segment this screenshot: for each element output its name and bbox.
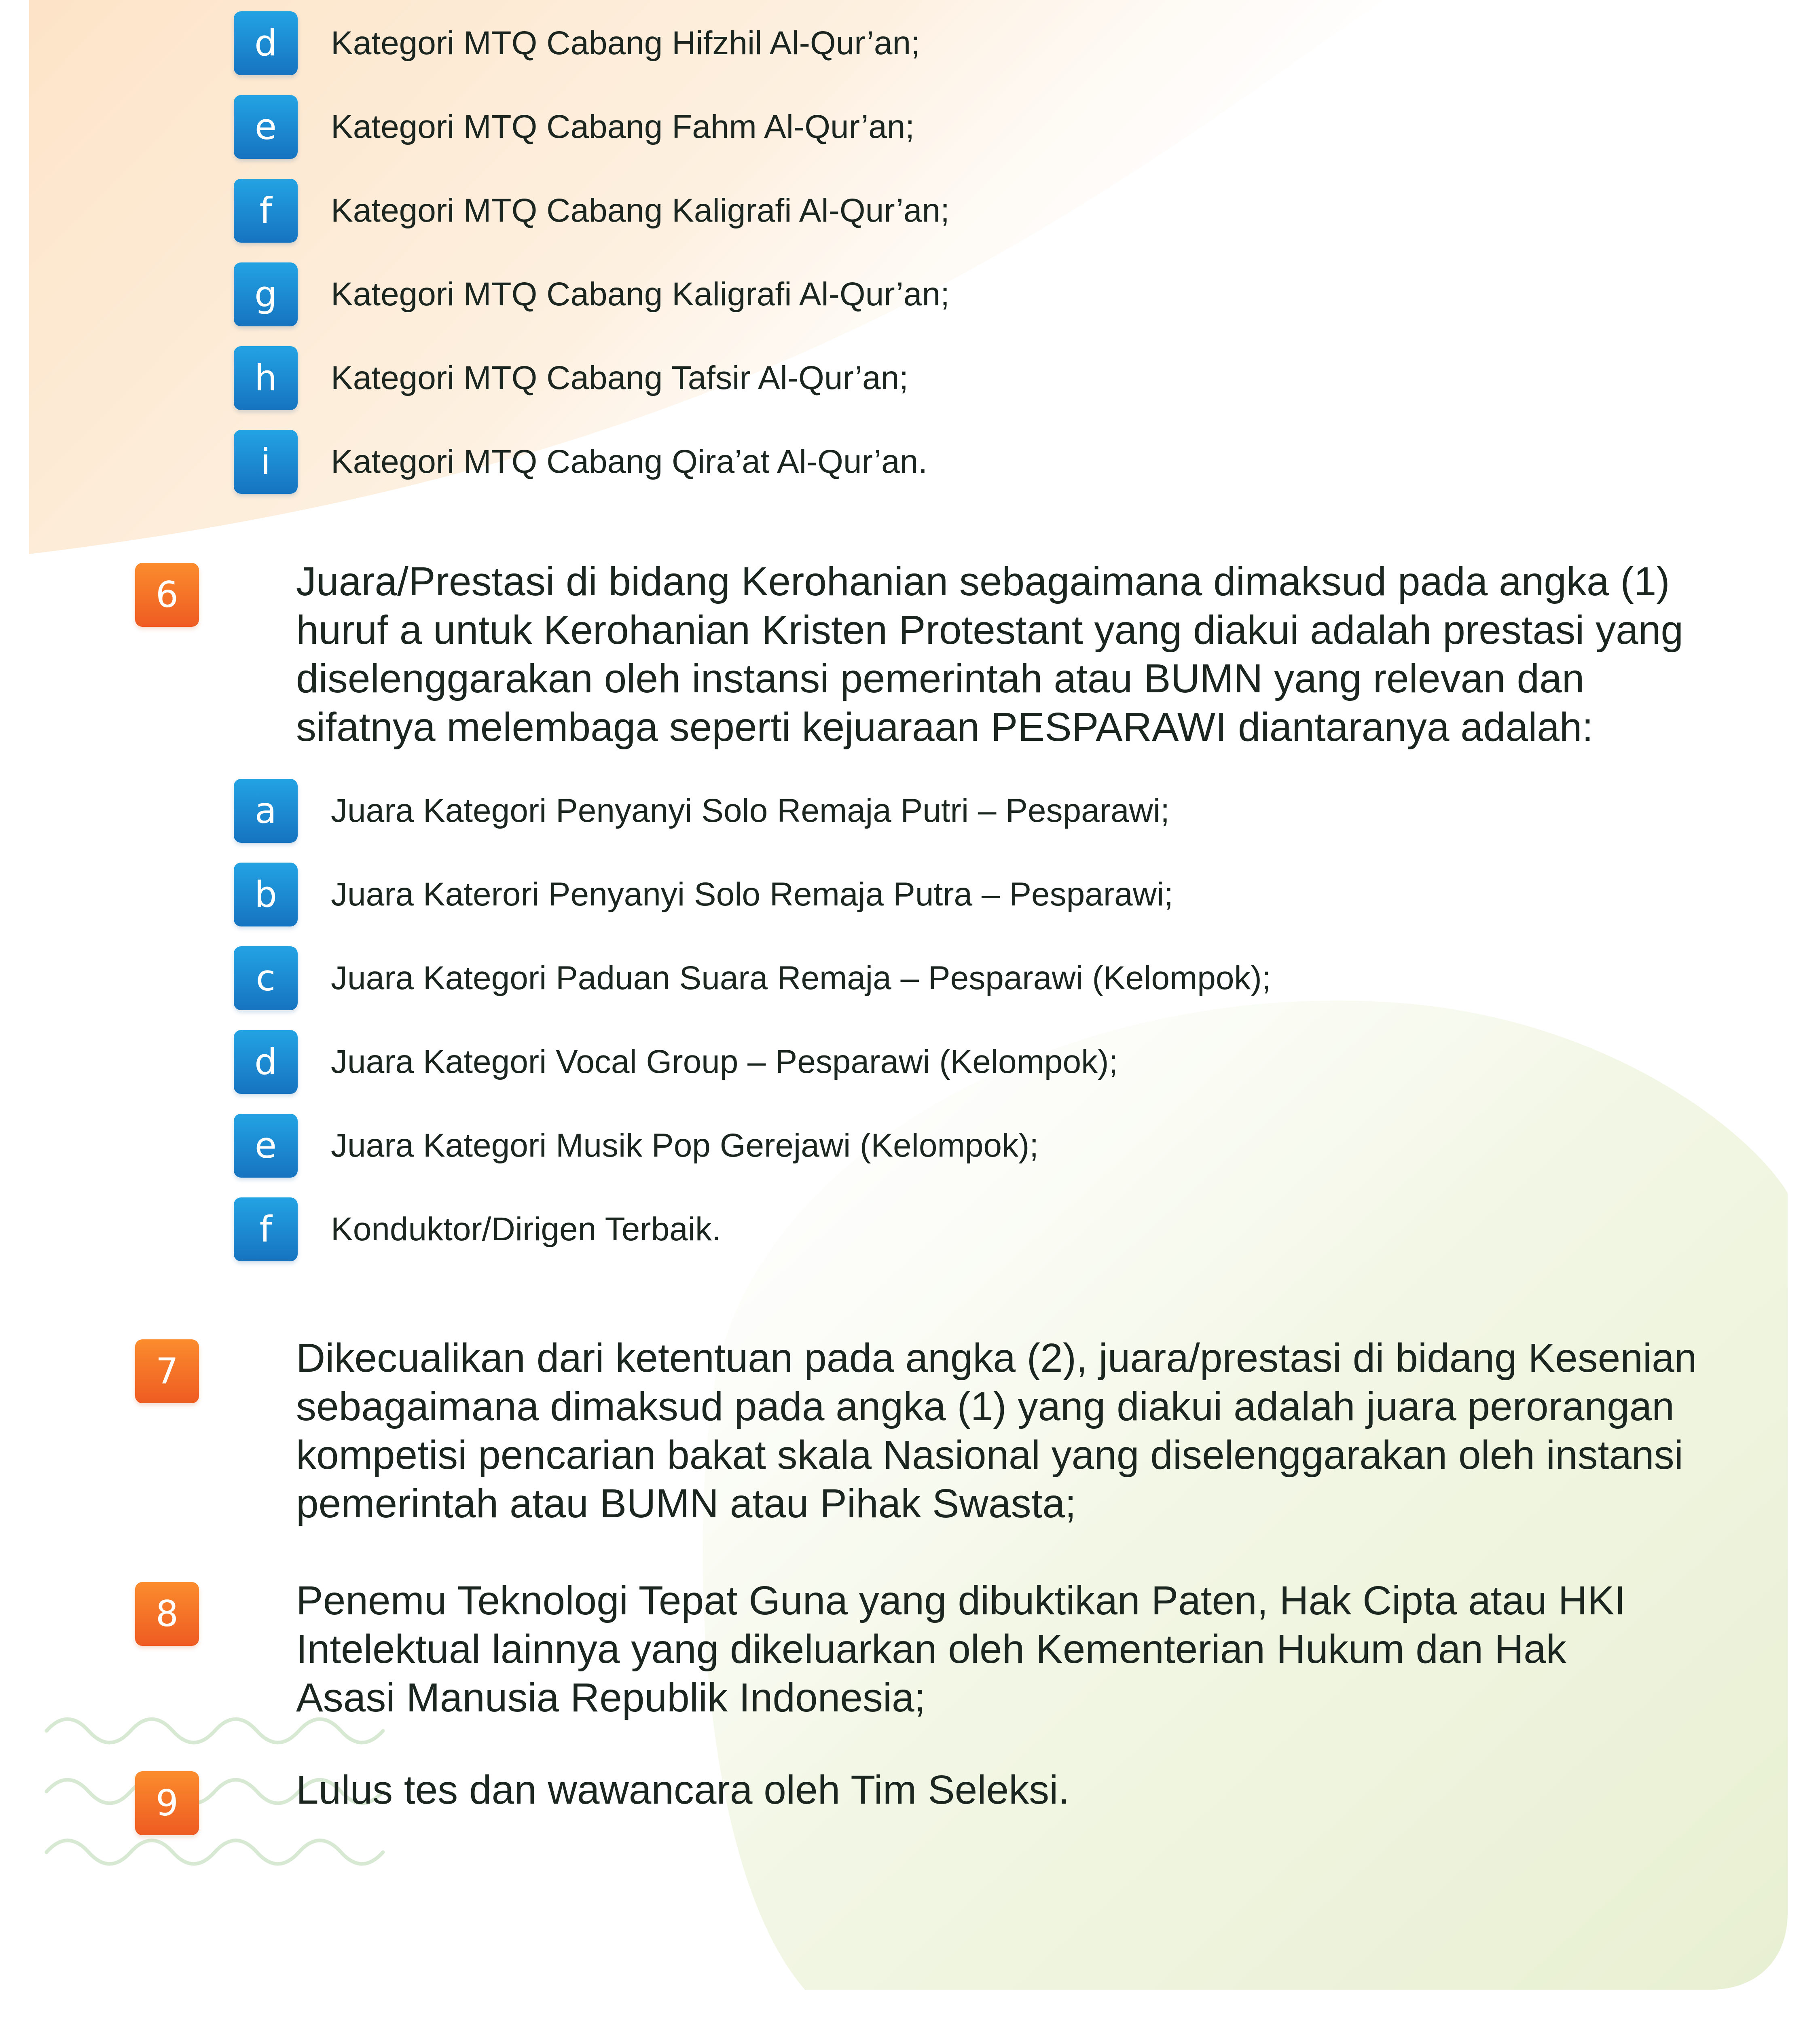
list-item <box>234 11 920 76</box>
list-item-text: Juara Kategori Paduan Suara Remaja – Pesparawi (Kelompok); <box>331 960 1271 996</box>
list-item-text: Konduktor/Dirigen Terbaik. <box>331 1211 721 1248</box>
list-item <box>234 862 1173 927</box>
list-item <box>234 1113 1039 1178</box>
list-item <box>234 429 927 494</box>
list-item-text: Juara Katerori Penyanyi Solo Remaja Putra – Pesparawi; <box>331 876 1173 913</box>
list-item-text: Kategori MTQ Cabang Kaligrafi Al-Qur’an; <box>331 276 950 313</box>
number-badge: 9 <box>135 1771 199 1835</box>
list-item <box>234 1197 721 1262</box>
numbered-item-text: Dikecualikan dari ketentuan pada angka (2), juara/prestasi di bidang Kesenian sebagaimana dimaksud pada angka (1) yang diakui adalah juara perorangan kompetisi pencarian bakat skala Nasional yang diselenggarakan oleh instansi pemerintah atau BUMN atau Pihak Swasta; <box>296 1335 1697 1526</box>
letter-badge: f <box>234 1197 298 1261</box>
letter-badge: d <box>234 1030 298 1094</box>
list-item <box>234 946 1271 1011</box>
list-item <box>234 95 914 159</box>
list-item <box>234 178 950 243</box>
numbered-item-9 <box>135 1767 1792 1835</box>
letter-badge: f <box>234 179 298 243</box>
number-badge: 7 <box>135 1339 199 1403</box>
letter-badge: i <box>234 430 298 494</box>
numbered-item-6 <box>135 559 1792 751</box>
numbered-item-text: Penemu Teknologi Tepat Guna yang dibuktikan Paten, Hak Cipta atau HKI Intelektual lainnya yang dikeluarkan oleh Kementerian Hukum dan Hak Asasi Manusia Republik Indonesia; <box>296 1578 1626 1720</box>
list-item <box>234 778 1170 843</box>
numbered-item-text: Juara/Prestasi di bidang Kerohanian sebagaimana dimaksud pada angka (1) huruf a untuk Kerohanian Kristen Protestant yang diakui adalah prestasi yang diselenggarakan oleh instansi pemerintah atau BUMN yang relevan dan sifatnya melembaga seperti kejuaraan PESPARAWI diantaranya adalah: <box>296 559 1683 750</box>
letter-badge: e <box>234 95 298 159</box>
letter-badge: b <box>234 863 298 926</box>
list-item-text: Kategori MTQ Cabang Qira’at Al-Qur’an. <box>331 443 928 480</box>
list-item-text: Juara Kategori Musik Pop Gerejawi (Kelompok); <box>331 1127 1039 1164</box>
number-badge: 8 <box>135 1582 199 1646</box>
letter-badge: c <box>234 946 298 1010</box>
number-badge: 6 <box>135 563 199 627</box>
list-item-text: Kategori MTQ Cabang Fahm Al-Qur’an; <box>331 108 915 145</box>
letter-badge: h <box>234 346 298 410</box>
list-item-text: Juara Kategori Penyanyi Solo Remaja Putri – Pesparawi; <box>331 792 1170 829</box>
numbered-item-8 <box>135 1578 1792 1722</box>
list-item <box>234 1030 1118 1094</box>
letter-badge: g <box>234 262 298 326</box>
list-item-text: Juara Kategori Vocal Group – Pesparawi (Kelompok); <box>331 1043 1118 1080</box>
list-item <box>234 346 908 410</box>
list-item-text: Kategori MTQ Cabang Hifzhil Al-Qur’an; <box>331 25 920 61</box>
letter-badge: a <box>234 779 298 843</box>
numbered-item-text: Lulus tes dan wawancara oleh Tim Seleksi. <box>296 1767 1070 1813</box>
list-item <box>234 262 950 327</box>
numbered-item-7 <box>135 1335 1792 1528</box>
letter-badge: e <box>234 1114 298 1178</box>
list-item-text: Kategori MTQ Cabang Tafsir Al-Qur’an; <box>331 360 909 396</box>
list-item-text: Kategori MTQ Cabang Kaligrafi Al-Qur’an; <box>331 192 950 229</box>
letter-badge: d <box>234 11 298 75</box>
